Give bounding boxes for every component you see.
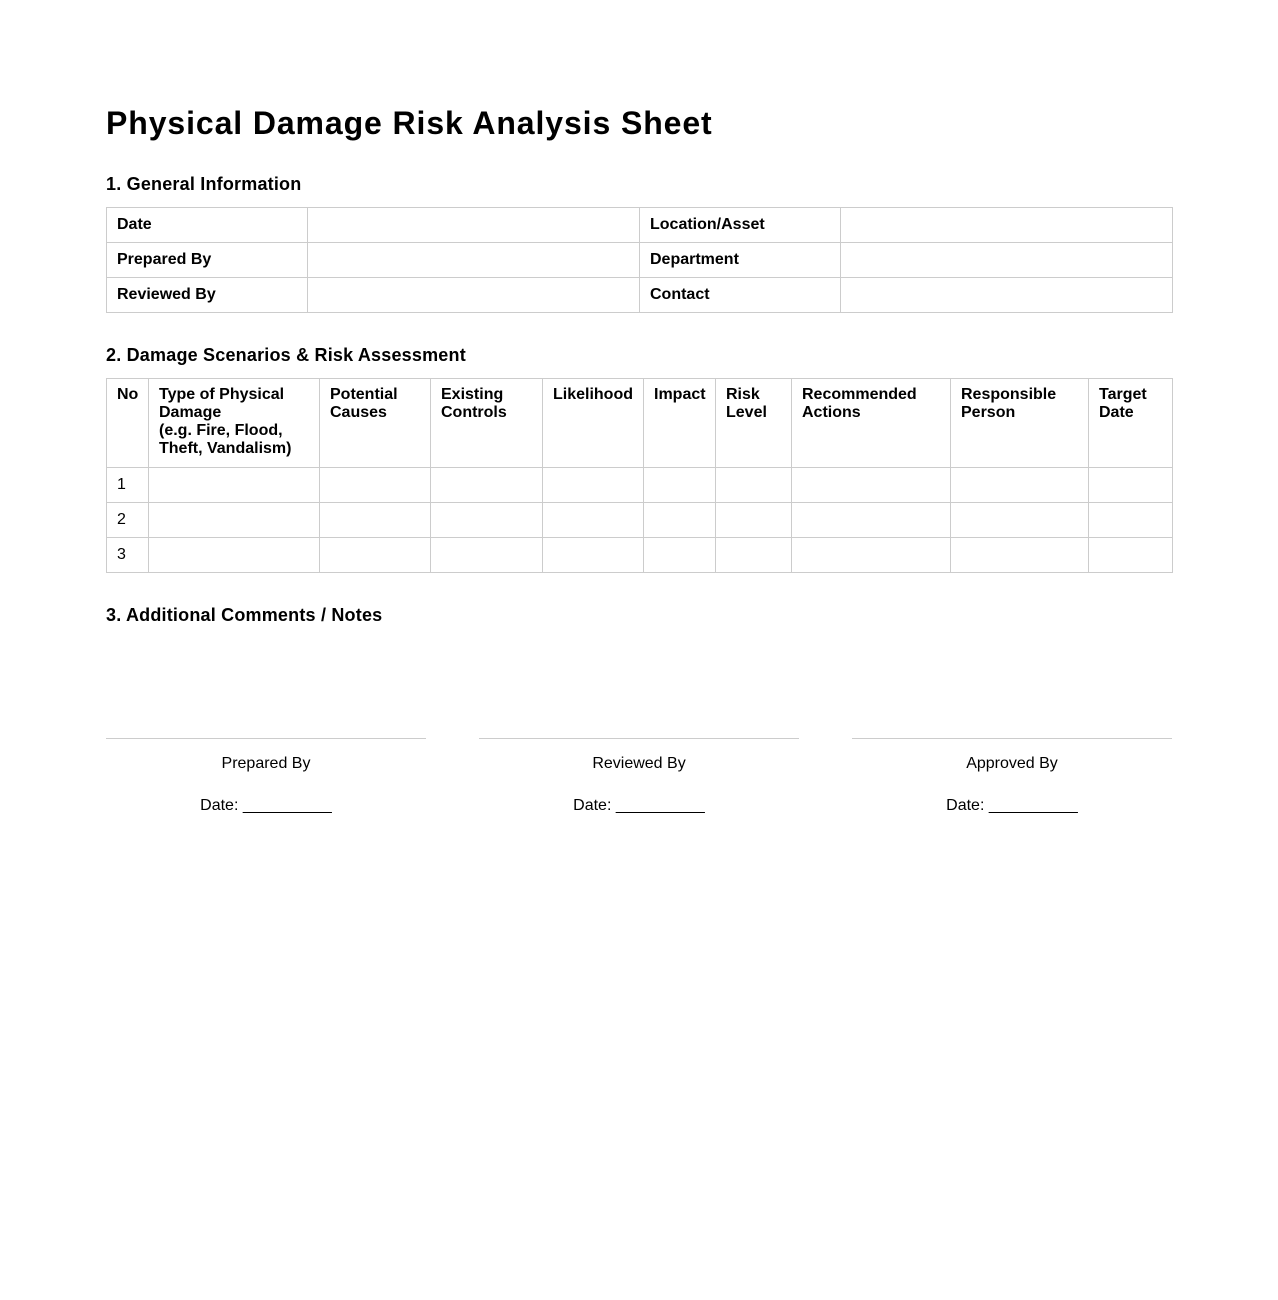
department-field[interactable] bbox=[841, 243, 1173, 278]
general-information-table bbox=[106, 207, 1173, 313]
column-header-risk-level: Risk Level bbox=[716, 379, 792, 468]
column-header-impact: Impact bbox=[644, 379, 716, 468]
contact-field[interactable] bbox=[841, 278, 1173, 313]
column-header-existing-controls: Existing Controls bbox=[431, 379, 543, 468]
signature-block-reviewed bbox=[479, 738, 799, 815]
row-number: 3 bbox=[107, 538, 149, 573]
column-header-type-title: Type of Physical Damage bbox=[159, 386, 285, 421]
column-header-likelihood: Likelihood bbox=[543, 379, 644, 468]
likelihood-cell[interactable] bbox=[543, 538, 644, 573]
contact-label: Contact bbox=[640, 278, 841, 313]
actions-cell[interactable] bbox=[792, 468, 951, 503]
signature-block-prepared bbox=[106, 738, 426, 815]
reviewed-by-label: Reviewed By bbox=[107, 278, 308, 313]
table-row bbox=[107, 538, 1173, 573]
column-header-potential-causes: Potential Causes bbox=[320, 379, 431, 468]
risk-level-cell[interactable] bbox=[716, 538, 792, 573]
table-row bbox=[107, 468, 1173, 503]
type-cell[interactable] bbox=[149, 468, 320, 503]
table-row bbox=[107, 208, 1173, 243]
signature-date: Date: __________ bbox=[573, 797, 705, 814]
person-cell[interactable] bbox=[951, 538, 1089, 573]
signature-date: Date: __________ bbox=[946, 797, 1078, 814]
signature-line[interactable] bbox=[479, 738, 799, 739]
target-date-cell[interactable] bbox=[1089, 538, 1173, 573]
row-number: 1 bbox=[107, 468, 149, 503]
column-header-recommended-actions: Recommended Actions bbox=[792, 379, 951, 468]
causes-cell[interactable] bbox=[320, 538, 431, 573]
row-number: 2 bbox=[107, 503, 149, 538]
column-header-no: No bbox=[107, 379, 149, 468]
impact-cell[interactable] bbox=[644, 538, 716, 573]
comments-area[interactable] bbox=[106, 634, 1172, 730]
type-cell[interactable] bbox=[149, 503, 320, 538]
causes-cell[interactable] bbox=[320, 468, 431, 503]
location-asset-label: Location/Asset bbox=[640, 208, 841, 243]
column-header-responsible-person: Responsible Person bbox=[951, 379, 1089, 468]
signature-line[interactable] bbox=[852, 738, 1172, 739]
table-row bbox=[107, 243, 1173, 278]
table-header-row bbox=[107, 379, 1173, 468]
date-field[interactable] bbox=[308, 208, 640, 243]
type-cell[interactable] bbox=[149, 538, 320, 573]
column-header-type-examples: (e.g. Fire, Flood, Theft, Vandalism) bbox=[159, 422, 292, 457]
reviewed-by-field[interactable] bbox=[308, 278, 640, 313]
prepared-by-field[interactable] bbox=[308, 243, 640, 278]
comments-heading: 3. Additional Comments / Notes bbox=[106, 605, 383, 625]
risk-assessment-table bbox=[106, 378, 1173, 573]
column-header-target-date: Target Date bbox=[1089, 379, 1173, 468]
table-row bbox=[107, 278, 1173, 313]
controls-cell[interactable] bbox=[431, 503, 543, 538]
causes-cell[interactable] bbox=[320, 503, 431, 538]
target-date-cell[interactable] bbox=[1089, 503, 1173, 538]
controls-cell[interactable] bbox=[431, 468, 543, 503]
signature-date: Date: __________ bbox=[200, 797, 332, 814]
signature-role: Reviewed By bbox=[592, 755, 686, 772]
prepared-by-label: Prepared By bbox=[107, 243, 308, 278]
department-label: Department bbox=[640, 243, 841, 278]
signature-role: Prepared By bbox=[221, 755, 311, 772]
date-label: Date bbox=[107, 208, 308, 243]
impact-cell[interactable] bbox=[644, 468, 716, 503]
controls-cell[interactable] bbox=[431, 538, 543, 573]
signature-line[interactable] bbox=[106, 738, 426, 739]
column-header-type bbox=[149, 379, 320, 468]
risk-level-cell[interactable] bbox=[716, 468, 792, 503]
general-information-heading: 1. General Information bbox=[106, 174, 302, 194]
signature-block-approved bbox=[852, 738, 1172, 815]
table-row bbox=[107, 503, 1173, 538]
impact-cell[interactable] bbox=[644, 503, 716, 538]
document-title: Physical Damage Risk Analysis Sheet bbox=[106, 105, 713, 141]
person-cell[interactable] bbox=[951, 503, 1089, 538]
likelihood-cell[interactable] bbox=[543, 503, 644, 538]
location-asset-field[interactable] bbox=[841, 208, 1173, 243]
risk-level-cell[interactable] bbox=[716, 503, 792, 538]
risk-assessment-heading: 2. Damage Scenarios & Risk Assessment bbox=[106, 345, 466, 365]
person-cell[interactable] bbox=[951, 468, 1089, 503]
target-date-cell[interactable] bbox=[1089, 468, 1173, 503]
signature-role: Approved By bbox=[966, 755, 1058, 772]
actions-cell[interactable] bbox=[792, 503, 951, 538]
likelihood-cell[interactable] bbox=[543, 468, 644, 503]
actions-cell[interactable] bbox=[792, 538, 951, 573]
